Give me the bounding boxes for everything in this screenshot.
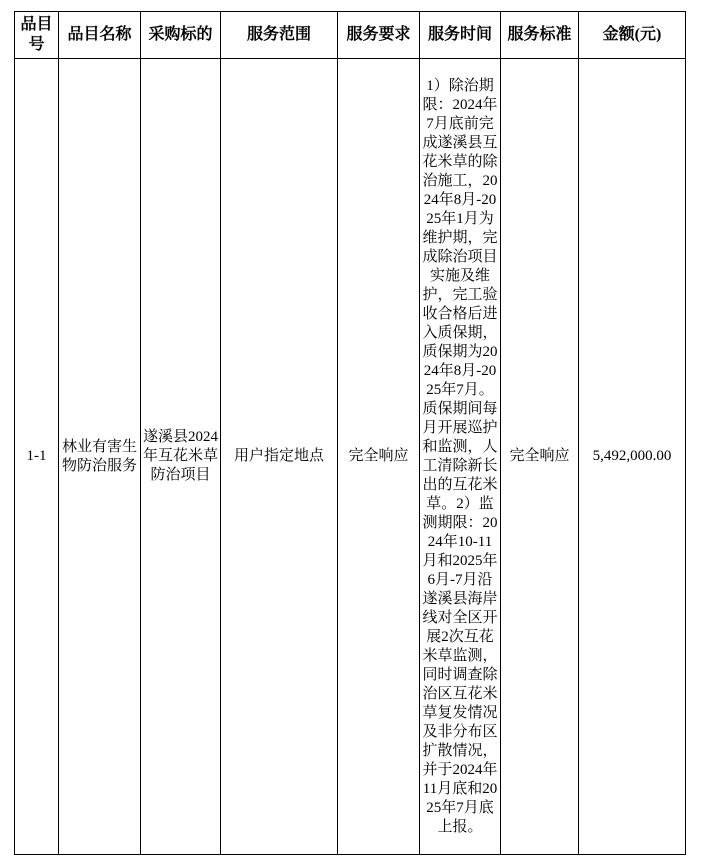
column-header-item-no: 品目号	[15, 12, 59, 59]
cell-service-time: 1）除治期限：2024年7月底前完成遂溪县互花米草的除治施工，2024年8月-2025年1月为维护期，完成除治项目实施及维护，完工验收合格后进入质保期，质保期为2024年8月-2025年7月。质保期间每月开展巡护和监测，人工清除新长出的互花米草。2）监测期限：2024年10-11月和2025年6月-7月沿遂溪县海岸线对全区开展2次互花米草监测，同时调查除治区互花米草复发情况及非分布区扩散情况，并于2024年11月底和2025年7月底上报。	[420, 59, 501, 855]
column-header-service-scope: 服务范围	[221, 12, 338, 59]
procurement-items-table	[14, 11, 686, 855]
header-row	[15, 12, 686, 59]
column-header-service-requirement: 服务要求	[338, 12, 420, 59]
column-header-item-name: 品目名称	[59, 12, 141, 59]
cell-item-no: 1-1	[15, 59, 59, 855]
cell-item-name: 林业有害生物防治服务	[59, 59, 141, 855]
cell-service-scope: 用户指定地点	[221, 59, 338, 855]
column-header-procurement-target: 采购标的	[141, 12, 221, 59]
table-row	[15, 59, 686, 855]
column-header-service-standard: 服务标准	[501, 12, 579, 59]
procurement-table-container	[14, 11, 686, 855]
column-header-service-time: 服务时间	[420, 12, 501, 59]
column-header-amount: 金额(元)	[579, 12, 686, 59]
cell-procurement-target: 遂溪县2024年互花米草防治项目	[141, 59, 221, 855]
cell-service-standard: 完全响应	[501, 59, 579, 855]
cell-amount: 5,492,000.00	[579, 59, 686, 855]
cell-service-requirement: 完全响应	[338, 59, 420, 855]
